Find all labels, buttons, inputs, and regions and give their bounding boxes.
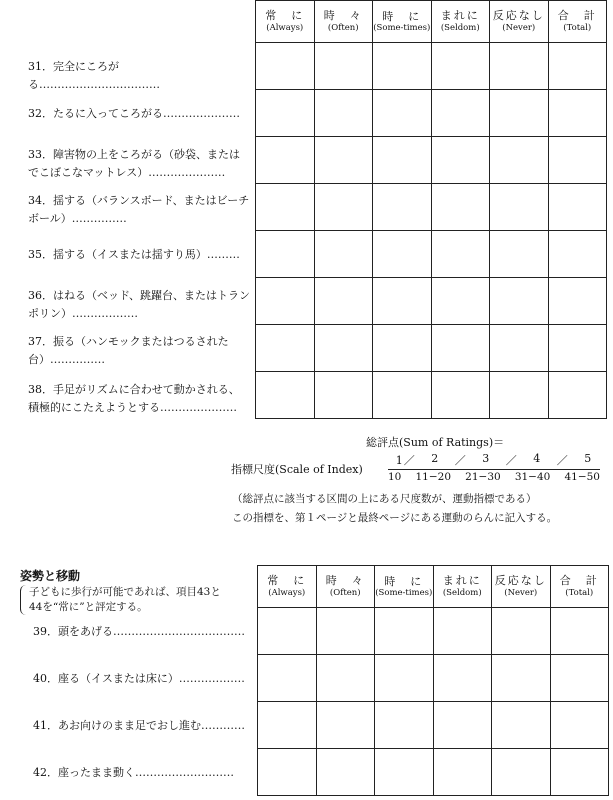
- header-often: 時 々 (Often): [316, 566, 375, 608]
- rating-cell[interactable]: [316, 749, 375, 796]
- table-row: [258, 749, 609, 796]
- header-seldom: まれに (Seldom): [433, 566, 492, 608]
- table-row: [258, 655, 609, 702]
- index-note-2: この指標を、第１ページと最終ページにある運動のらんに記入する。: [232, 512, 558, 524]
- scale-separator: ／: [454, 454, 467, 467]
- rating-cell[interactable]: [433, 608, 492, 655]
- rating-cell[interactable]: [492, 655, 551, 702]
- grid-header-row: [258, 566, 609, 608]
- rating-cell[interactable]: [258, 608, 317, 655]
- item-32: 32．たるに入ってころがる…………………: [28, 107, 240, 120]
- table-row: [258, 608, 609, 655]
- rating-cell[interactable]: [431, 278, 490, 325]
- rating-cell[interactable]: [492, 608, 551, 655]
- table-row: [256, 231, 607, 278]
- rating-cell[interactable]: [492, 749, 551, 796]
- scale-ranges: [388, 470, 600, 483]
- item-35: 35．揺する（イスまたは揺すり馬）………: [28, 248, 240, 261]
- rating-cell[interactable]: [490, 231, 549, 278]
- rating-cell[interactable]: [490, 372, 549, 419]
- rating-cell[interactable]: [431, 43, 490, 90]
- scale-number: 2: [431, 452, 440, 465]
- rating-cell[interactable]: [256, 184, 315, 231]
- rating-cell[interactable]: [375, 655, 434, 702]
- rating-cell[interactable]: [316, 655, 375, 702]
- total-cell[interactable]: [550, 702, 609, 749]
- range-value: 11−20: [415, 471, 452, 483]
- rating-cell[interactable]: [256, 278, 315, 325]
- item-38: 38．手足がリズムに合わせて動かされる、積極的にこたえようとする…………………: [28, 383, 240, 414]
- rating-cell[interactable]: [433, 702, 492, 749]
- range-value: 10: [388, 471, 402, 483]
- header-never: 反応なし (Never): [492, 566, 551, 608]
- header-never: 反応なし (Never): [490, 1, 549, 43]
- scale-numbers: [388, 452, 600, 469]
- rating-cell[interactable]: [373, 278, 432, 325]
- rating-cell[interactable]: [314, 184, 373, 231]
- scale-separator: ／: [505, 454, 518, 467]
- header-total: 合 計 (Total): [550, 566, 609, 608]
- total-cell[interactable]: [550, 608, 609, 655]
- rating-cell[interactable]: [431, 231, 490, 278]
- section-note: [20, 585, 265, 615]
- total-cell[interactable]: [550, 655, 609, 702]
- rating-cell[interactable]: [375, 608, 434, 655]
- rating-cell[interactable]: [490, 184, 549, 231]
- rating-cell[interactable]: [373, 43, 432, 90]
- rating-cell[interactable]: [431, 325, 490, 372]
- rating-cell[interactable]: [256, 231, 315, 278]
- item-41: 41．あお向けのまま足でおし進む…………: [33, 719, 245, 732]
- rating-cell[interactable]: [492, 702, 551, 749]
- table-row: [256, 43, 607, 90]
- item-36: 36．はねる（ベッド、跳躍台、またはトランポリン）………………: [28, 289, 251, 320]
- range-value: 41−50: [564, 471, 600, 483]
- rating-cell[interactable]: [431, 137, 490, 184]
- item-40: 40．座る（イスまたは床に）………………: [33, 672, 245, 685]
- range-value: 21−30: [465, 471, 501, 483]
- rating-cell[interactable]: [256, 90, 315, 137]
- scale-separator: ／: [556, 454, 569, 467]
- rating-cell[interactable]: [314, 43, 373, 90]
- scale-fraction: [388, 452, 600, 483]
- rating-cell[interactable]: [431, 372, 490, 419]
- section-note-line: 子どもに歩行が可能であれば、項目43と: [29, 586, 221, 598]
- rating-cell[interactable]: [256, 43, 315, 90]
- rating-cell[interactable]: [316, 702, 375, 749]
- table-row: [256, 90, 607, 137]
- rating-cell[interactable]: [433, 655, 492, 702]
- header-always: 常 に (Always): [256, 1, 315, 43]
- rating-cell[interactable]: [431, 90, 490, 137]
- rating-cell[interactable]: [375, 702, 434, 749]
- rating-cell[interactable]: [373, 90, 432, 137]
- rating-cell[interactable]: [258, 749, 317, 796]
- section-note-line: 44を“常に”と評定する。: [29, 601, 148, 613]
- item-42: 42．座ったまま動く………………………: [33, 766, 234, 779]
- item-39: 39．頭をあげる………………………………: [33, 625, 245, 638]
- scale-of-index-label: 指標尺度(Scale of Index): [231, 463, 363, 476]
- rating-cell[interactable]: [258, 655, 317, 702]
- grid-header-row: [256, 1, 607, 43]
- table-row: [256, 278, 607, 325]
- total-cell[interactable]: [548, 137, 607, 184]
- total-cell[interactable]: [548, 90, 607, 137]
- header-sometimes: 時 に (Some-times): [375, 566, 434, 608]
- header-often: 時 々 (Often): [314, 1, 373, 43]
- rating-cell[interactable]: [490, 43, 549, 90]
- rating-cell[interactable]: [490, 90, 549, 137]
- scale-number: 5: [584, 452, 593, 465]
- item-37: 37．振る（ハンモックまたはつるされた台）……………: [28, 335, 229, 366]
- total-cell[interactable]: [548, 43, 607, 90]
- rating-grid-2: [257, 565, 609, 796]
- rating-cell[interactable]: [490, 325, 549, 372]
- header-total: 合 計 (Total): [548, 1, 607, 43]
- total-cell[interactable]: [548, 184, 607, 231]
- rating-cell[interactable]: [314, 325, 373, 372]
- header-seldom: まれに (Seldom): [431, 1, 490, 43]
- rating-cell[interactable]: [256, 137, 315, 184]
- total-cell[interactable]: [548, 372, 607, 419]
- table-row: [256, 137, 607, 184]
- rating-cell[interactable]: [433, 749, 492, 796]
- rating-cell[interactable]: [314, 372, 373, 419]
- rating-cell[interactable]: [256, 325, 315, 372]
- rating-cell[interactable]: [373, 184, 432, 231]
- table-row: [256, 372, 607, 419]
- table-row: [258, 702, 609, 749]
- rating-cell[interactable]: [256, 372, 315, 419]
- rating-cell[interactable]: [373, 137, 432, 184]
- item-34: 34．揺する（バランスボード、またはビーチボール）……………: [28, 194, 250, 225]
- rating-cell[interactable]: [258, 702, 317, 749]
- rating-cell[interactable]: [314, 231, 373, 278]
- scale-number: 4: [533, 452, 542, 465]
- total-cell[interactable]: [548, 231, 607, 278]
- header-always: 常 に (Always): [258, 566, 317, 608]
- scale-number: 3: [482, 452, 491, 465]
- index-note-1: （総評点に該当する区間の上にある尺度数が、運動指標である）: [232, 493, 537, 505]
- rating-cell[interactable]: [316, 608, 375, 655]
- rating-cell[interactable]: [431, 184, 490, 231]
- header-sometimes: 時 に (Some-times): [373, 1, 432, 43]
- rating-cell[interactable]: [490, 278, 549, 325]
- rating-cell[interactable]: [314, 278, 373, 325]
- section-title-posture-locomotion: 姿勢と移動: [20, 569, 81, 583]
- rating-cell[interactable]: [314, 90, 373, 137]
- total-cell[interactable]: [548, 325, 607, 372]
- total-cell[interactable]: [548, 278, 607, 325]
- rating-cell[interactable]: [373, 372, 432, 419]
- item-33: 33．障害物の上をころがる（砂袋、または でこぼこなマットレス）…………………: [28, 148, 240, 179]
- rating-cell[interactable]: [373, 325, 432, 372]
- rating-cell[interactable]: [314, 137, 373, 184]
- item-31: 31．完全にころがる……………………………: [28, 60, 160, 91]
- sum-of-ratings-label: 総評点(Sum of Ratings)＝: [366, 436, 505, 449]
- rating-grid-1: [255, 0, 607, 419]
- table-row: [256, 325, 607, 372]
- total-cell[interactable]: [550, 749, 609, 796]
- scale-number: 1／: [395, 454, 416, 467]
- table-row: [256, 184, 607, 231]
- rating-cell[interactable]: [373, 231, 432, 278]
- range-value: 31−40: [514, 471, 551, 483]
- rating-cell[interactable]: [490, 137, 549, 184]
- rating-cell[interactable]: [375, 749, 434, 796]
